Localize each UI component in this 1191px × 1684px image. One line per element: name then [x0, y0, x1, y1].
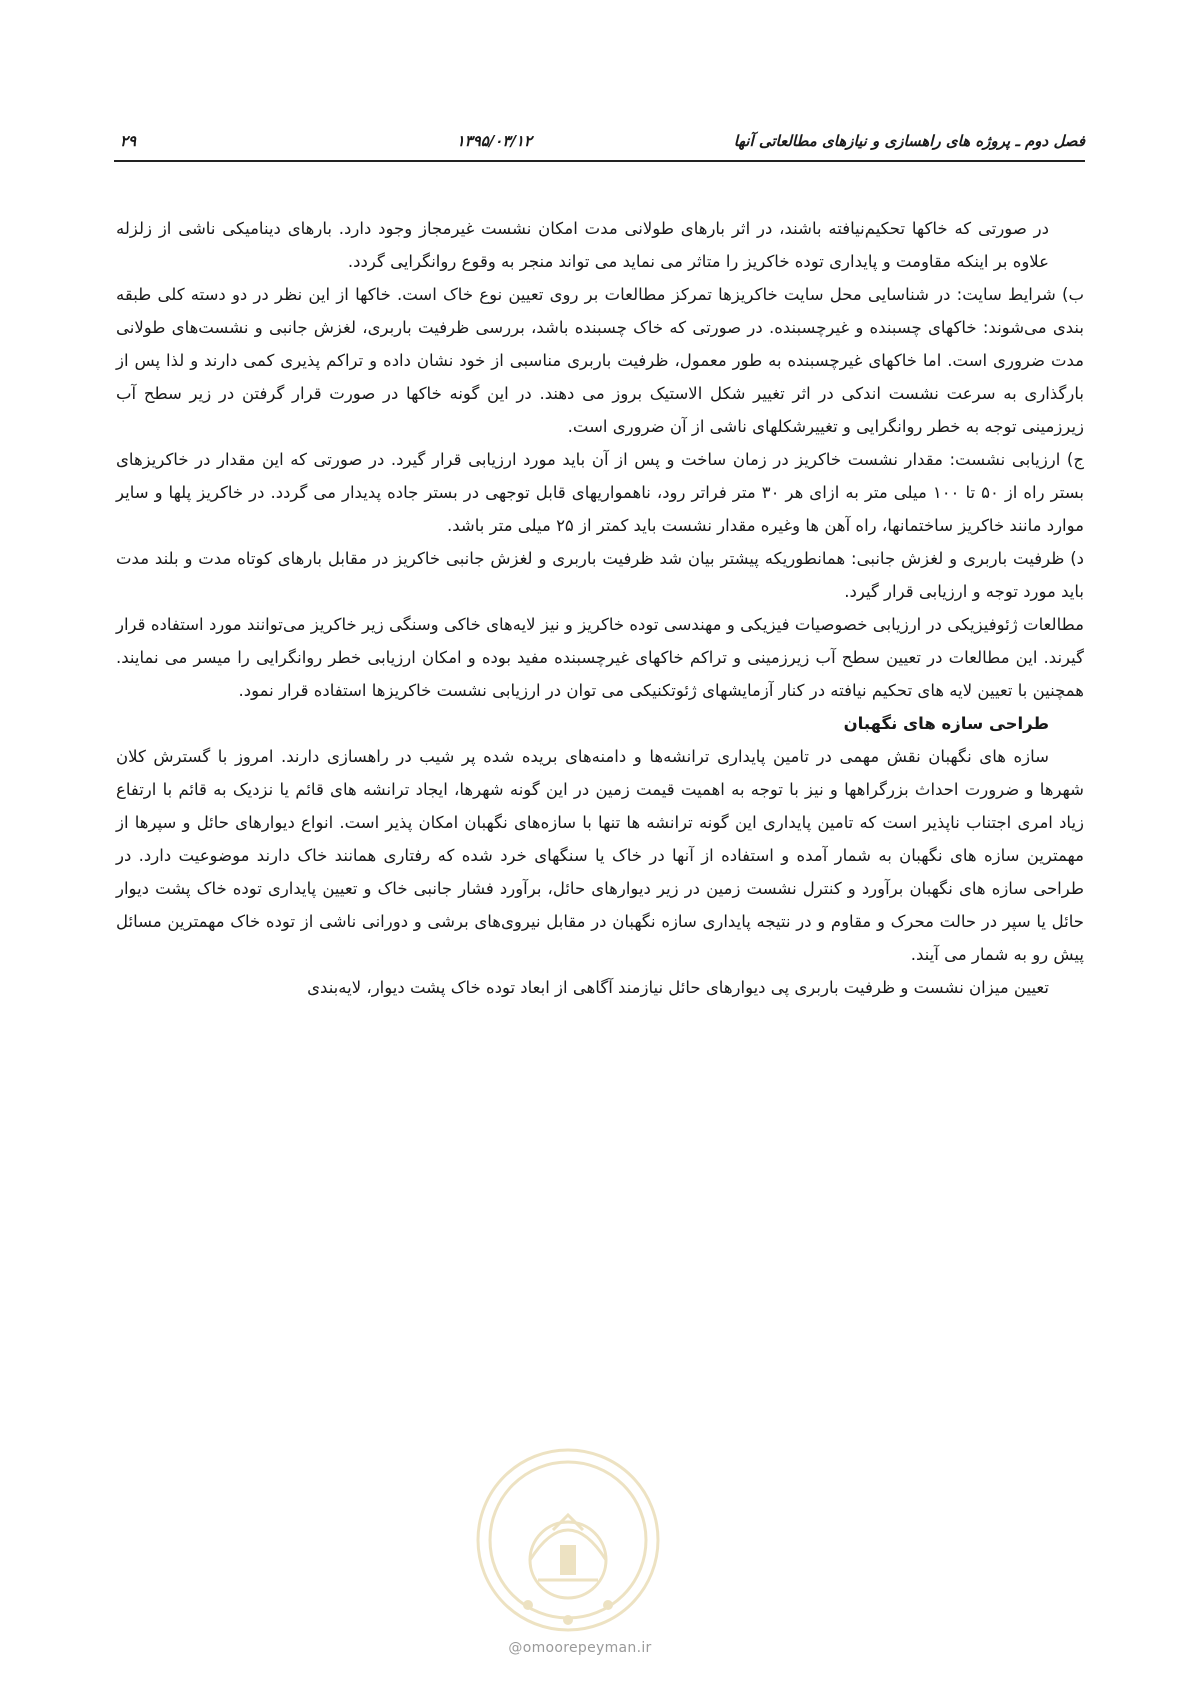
list-item-d: د) ظرفیت باربری و لغزش جانبی: همانطوریکه پیشتر بیان شد ظرفیت باربری و لغزش جانبی خاکریز در مقابل بارهای کوتاه مدت و بلند مدت باید مورد توجه و ارزیابی قرار گیرد. [116, 549, 1084, 601]
seal-watermark-icon [468, 1430, 668, 1640]
body-text [116, 212, 1084, 1004]
paragraph-retaining-2: تعیین میزان نشست و ظرفیت باربری پی دیوارهای حائل نیازمند آگاهی از ابعاد توده خاک پشت دیوار، لایه‌بندی [307, 978, 1049, 997]
page-header [114, 124, 1085, 162]
header-date: ۱۳۹۵/۰۳/۱۲ [456, 132, 532, 150]
chapter-title: فصل دوم ـ پروژه های راهسازی و نیازهای مطالعاتی آنها [733, 132, 1085, 150]
watermark-site: @omoorepeyman.ir [508, 1640, 652, 1656]
paragraph-intro: در صورتی که خاکها تحکیم‌نیافته باشند، در اثر بارهای طولانی مدت امکان نشست غیرمجاز وجود دارد. بارهای دینامیکی ناشی از زلزله علاوه بر اینکه مقاومت و پایداری توده خاکریز را متاثر می نماید می تواند منجر به وقوع روانگرایی گردد. [116, 219, 1049, 271]
paragraph-geophysics: مطالعات ژئوفیزیکی در ارزیابی خصوصیات فیزیکی و مهندسی توده خاکریز و نیز لایه‌های خاکی وسنگی زیر خاکریز می‌توانند مورد استفاده قرار گیرند. این مطالعات در تعیین سطح آب زیرزمینی و تراکم خاکهای غیرچسبنده مفید بوده و امکان ارزیابی خطر روانگرایی را میسر می نمایند. همچنین با تعیین لایه های تحکیم نیافته در کنار آزمایشهای ژئوتکنیکی می توان در ارزیابی نشست خاکریزها استفاده قرار نمود. [116, 615, 1084, 700]
list-item-c: ج) ارزیابی نشست: مقدار نشست خاکریز در زمان ساخت و پس از آن باید مورد ارزیابی قرار گیرد. در صورتی که این مقدار در خاکریزهای بستر راه از ۵۰ تا ۱۰۰ میلی متر به ازای هر ۳۰ متر فراتر رود، ناهمواریهای قابل توجهی در بستر جاده پدیدار می گردد. در خاکریز پلها و سایر موارد مانند خاکریز ساختمانها، راه آهن ها وغیره مقدار نشست باید کمتر از ۲۵ میلی متر باشد. [116, 450, 1085, 535]
list-item-b: ب) شرایط سایت: در شناسایی محل سایت خاکریزها تمرکز مطالعات بر روی تعیین نوع خاک است. خاکها از این نظر در دو دسته کلی طبقه بندی می‌شوند: خاکهای چسبنده و غیرچسبنده. در صورتی که خاک چسبنده باشد، بررسی ظرفیت باربری، لغزش جانبی و نشست‌های طولانی مدت ضروری است. اما خاکهای غیرچسبنده به طور معمول، ظرفیت باربری مناسبی از خود نشان داده و تراکم پذیری کمی دارند و لذا پس از بارگذاری به سرعت نشست اندکی در اثر تغییر شکل الاستیک بروز می دهند. در این گونه خاکها در صورت قرار گرفتن در زیر سطح آب زیرزمینی توجه به خطر روانگرایی و تغییرشکلهای ناشی از آن ضروری است. [116, 285, 1084, 436]
page-number: ۲۹ [120, 132, 137, 150]
section-heading: طراحی سازه های نگهبان [843, 714, 1049, 733]
paragraph-retaining-1: سازه های نگهبان نقش مهمی در تامین پایداری ترانشه‌ها و دامنه‌های بریده شده پر شیب در راهسازی دارند. امروز با گسترش کلان شهرها و ضرورت احداث بزرگراهها و نیز با توجه به اهمیت قیمت زمین در این گونه شهرها، ایجاد ترانشه های قائم یا نزدیک به قائم با ارتفاع زیاد امری اجتناب ناپذیر است که تامین پایداری این گونه ترانشه ها تنها با سازه‌های نگهبان امکان پذیر است. انواع دیوارهای حائل و سپرها از مهمترین سازه های نگهبان به شمار آمده و استفاده از آنها در خاک یا سنگهای خرد شده که رفتاری همانند خاک دارند موضوعیت دارد. در طراحی سازه های نگهبان برآورد و کنترل نشست زمین در زیر دیوارهای حائل، برآورد فشار جانبی خاک و تعیین پایداری توده خاک پشت دیوار حائل یا سپر در حالت محرک و مقاوم و در نتیجه پایداری سازه نگهبان در مقابل نیروی‌های برشی و دورانی ناشی از توده خاک مهمترین مسائل پیش رو به شمار می آیند. [116, 747, 1084, 964]
